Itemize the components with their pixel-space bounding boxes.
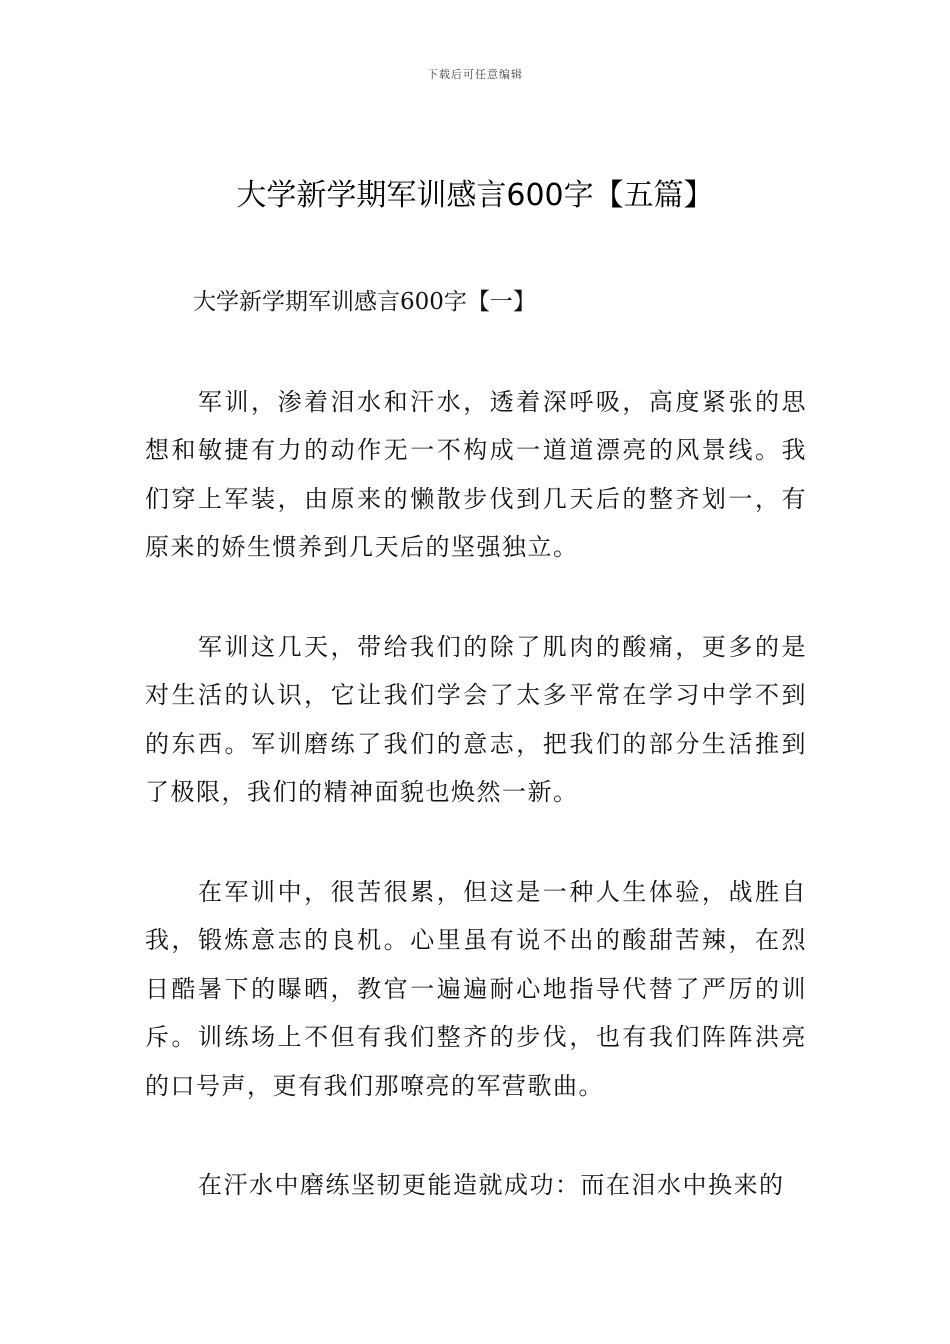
document-body: [145, 278, 807, 1261]
paragraph-1: 军训，渗着泪水和汗水，透着深呼吸，高度紧张的思想和敏捷有力的动作无一不构成一道道漂亮的风景线。我们穿上军装，由原来的懒散步伐到几天后的整齐划一，有原来的娇生惯养到几天后的坚强独立。: [145, 387, 807, 561]
paragraph-2: 军训这几天，带给我们的除了肌肉的酸痛，更多的是对生活的认识，它让我们学会了太多平常在学习中学不到的东西。军训磨练了我们的意志，把我们的部分生活推到了极限，我们的精神面貌也焕然一新。: [145, 632, 807, 806]
paragraph-4: 在汗水中磨练坚韧更能造就成功：而在泪水中换来的: [198, 1171, 785, 1199]
section-heading: 大学新学期军训感言600字【一】: [193, 289, 536, 315]
document-title: 大学新学期军训感言600字【五篇】: [236, 178, 714, 213]
header-note: 下载后可任意编辑: [427, 68, 523, 81]
paragraph-3: 在军训中，很苦很累，但这是一种人生体验，战胜自我，锻炼意志的良机。心里虽有说不出的酸甜苦辣，在烈日酷暑下的曝晒，教官一遍遍耐心地指导代替了严厉的训斥。训练场上不但有我们整齐的步伐，也有我们阵阵洪亮的口号声，更有我们那嘹亮的军营歌曲。: [145, 877, 807, 1100]
